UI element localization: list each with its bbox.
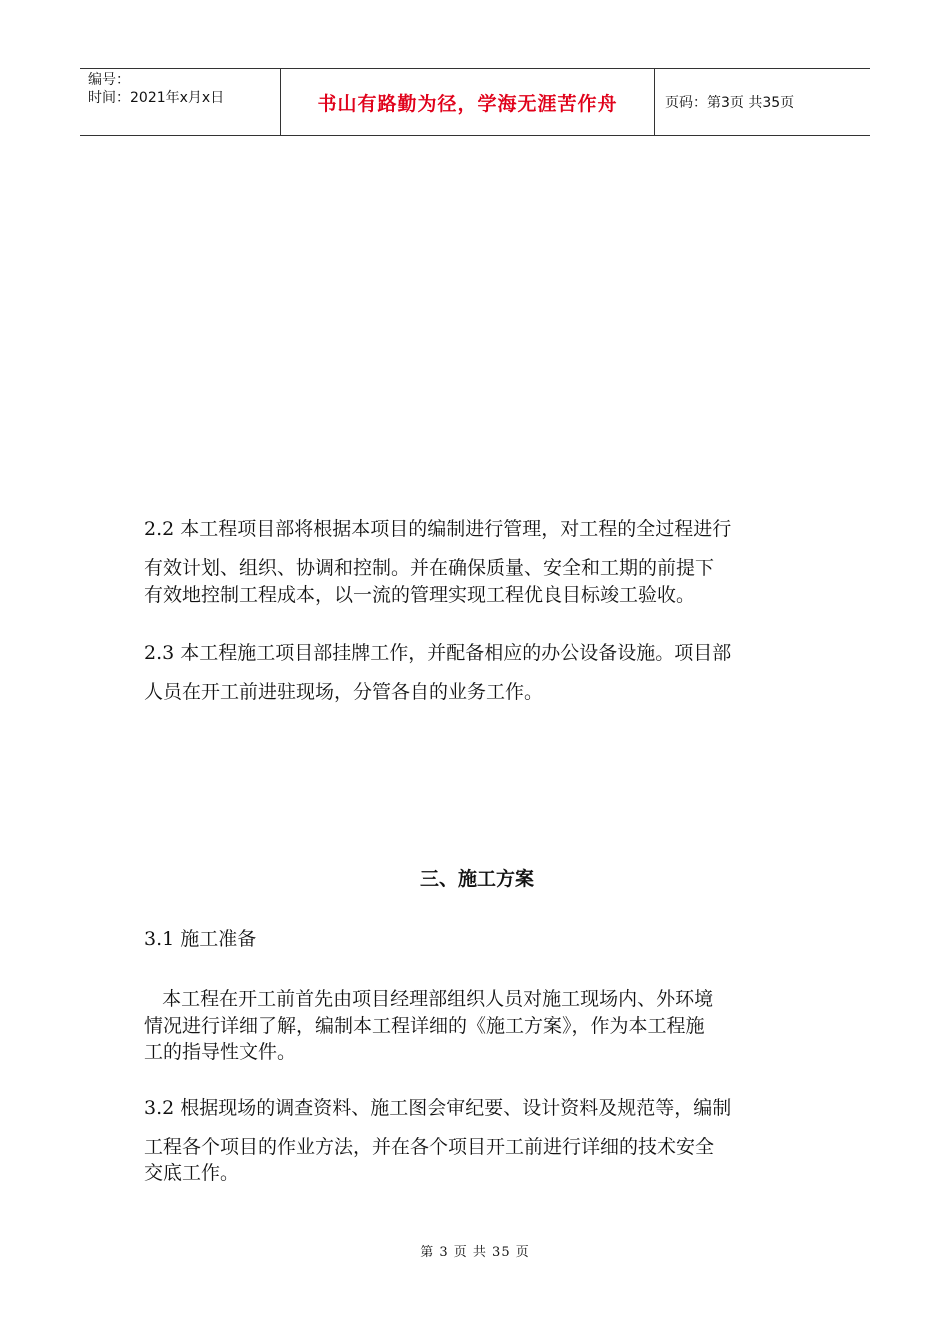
paragraph-3-1-line-2: 情况进行详细了解，编制本工程详细的《施工方案》，作为本工程施 — [144, 1015, 705, 1037]
document-date: 时间：2021年x月x日 — [88, 90, 225, 106]
page-footer: 第 3 页 共 35 页 — [420, 1245, 530, 1260]
paragraph-2-2-line-3: 有效地控制工程成本，以一流的管理实现工程优良目标竣工验收。 — [144, 584, 696, 606]
paragraph-3-2-line-3: 交底工作。 — [144, 1162, 240, 1184]
header-page-info: 页码：第3页 共35页 — [665, 95, 795, 111]
document-number-label: 编号： — [88, 72, 130, 88]
section-title: 三、施工方案 — [419, 868, 534, 890]
paragraph-3-1-line-3: 工的指导性文件。 — [144, 1041, 297, 1063]
page-header — [80, 68, 870, 136]
paragraph-3-2-line-2: 工程各个项目的作业方法，并在各个项目开工前进行详细的技术安全 — [144, 1136, 715, 1158]
paragraph-3-1-line-1: 本工程在开工前首先由项目经理部组织人员对施工现场内、外环境 — [144, 988, 714, 1010]
header-motto: 书山有路勤为径，学海无涯苦作舟 — [281, 69, 655, 135]
paragraph-2-2-line-1: 2.2 本工程项目部将根据本项目的编制进行管理，对工程的全过程进行 — [144, 518, 732, 540]
paragraph-2-3-line-1: 2.3 本工程施工项目部挂牌工作，并配备相应的办公设备设施。项目部 — [144, 642, 732, 664]
paragraph-2-2-line-2: 有效计划、组织、协调和控制。并在确保质量、安全和工期的前提下 — [144, 557, 715, 579]
paragraph-2-3-line-2: 人员在开工前进驻现场，分管各自的业务工作。 — [144, 681, 544, 703]
paragraph-3-2-line-1: 3.2 根据现场的调查资料、施工图会审纪要、设计资料及规范等，编制 — [144, 1097, 732, 1119]
subsection-3-1-heading: 3.1 施工准备 — [144, 928, 257, 950]
header-meta — [80, 69, 281, 135]
